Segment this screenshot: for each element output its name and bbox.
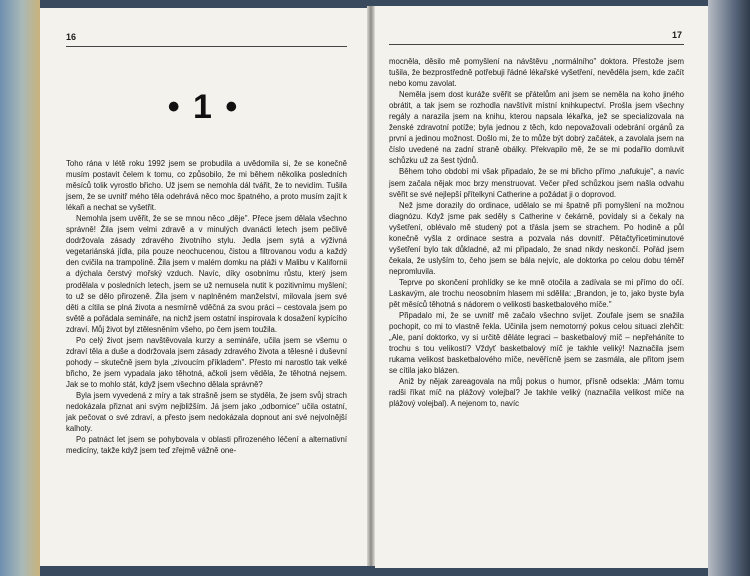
left-page [40, 8, 367, 566]
paragraph: Neměla jsem dost kuráže svěřit se přátelům ani jsem se neměla na koho jiného obrátit, a tak jsem se rozhodla navštívit místní knihkupectví. Prošla jsem všechny regály a narazila jsem na knihu, kterou napsala lékařka, jež se specializovala na ženské zdravotní potíže; byla jednou z těch, kdo nepovažovali odebrání orgánů za první a jedinou možnost. Došlo mi, že to může být dobrý začátek, a zavolala jsem na číslo uvedené na zadní straně obálky. Překvapilo mě, že se mi podařilo domluvit schůzku už za šest týdnů. [389, 90, 684, 166]
paragraph: Než jsme dorazily do ordinace, udělalo se mi špatně při pomyšlení na možnou diagnózu. Když jsme pak seděly s Catherine v čekárně, povídaly si a čekaly na vyšetření, oblévalo mě studený pot a třásla jsem se strachem. Po hodině a půl konečně vyšla z ordinace sestra a pozvala nás dovnitř. Pětačtyřicetiminutové vyšetření bylo tak důkladné, až mi připadalo, že snad nikdy neskončí. Pořád jsem čekala, že uslyším to, čeho jsem se bála nejvíc, ale doktorka po celou dobu téměř nepromluvila. [389, 200, 684, 276]
background-book-spines [4, 40, 36, 504]
paragraph: Toho rána v létě roku 1992 jsem se probudila a uvědomila si, že se konečně musím postavit čelem k tomu, co způsobilo, že mi během několika posledních měsíců tolik vyrostlo břicho. Už jsem se nemohla dál tvářit, že to nevidím. Tušila jsem, že se uvnitř mého těla odehrává něco moc špatného, a proto musím zajít k lékaři a nechat se vyšetřit. [66, 159, 347, 213]
background-edge-right [708, 0, 750, 576]
paragraph: Během toho období mi však připadalo, že se mi břicho přímo „nafukuje", a navíc jsem začala nějak moc brzy menstruovat. Večer před schůzkou jsem našla odvahu svěřit se své nejlepší přítelkyni Catherine a požádat ji o doprovod. [389, 167, 684, 199]
right-page [375, 6, 708, 568]
paragraph: Po celý život jsem navštěvovala kurzy a semináře, učila jsem se všemu o zdraví těla a duše a dodržovala jsem zásady zdravého života a tělesné i duševní pohody – skutečně jsem byla „zivoucím příkladem". Přesto mi narostlo tak velké břicho, že jsem vypadala jako těhotná, ačkoli jsem věděla, že těhotná nejsem. Jak se to mohlo stát, když jsem všechno dělala správně? [66, 335, 347, 389]
header-rule-right [389, 44, 684, 45]
chapter-number: • 1 • [167, 88, 240, 126]
right-page-body [389, 56, 684, 410]
paragraph: Aniž by nějak zareagovala na můj pokus o humor, přísně odsekla: „Mám tomu radši říkat míč na plážový volejbal? Je takhle veliký (naznačila velikost míče na plážový volejbal). A nejenom to, navíc [389, 377, 684, 409]
page-number-right: 17 [671, 30, 682, 40]
paragraph: Nemohla jsem uvěřit, že se se mnou něco „děje". Přece jsem dělala všechno správně! Žila jsem velmi zdravě a v minulých dvanácti letech jsem pečlivě dodržovala zásady zdravého životního stylu. Jedla jsem sytá a výživná vegetariánská jídla, pila pouze neochucenou, čistou a filtrovanou vodu a každý den cvičila na trampolíně. Žila jsem v malém domku na pláži v Malibu v Kalifornii a dýchala čerstvý mořský vzduch. Navíc, díky osobnímu růstu, který jsem prodělala v posledních letech, jsem se už nemusela nutit k pozitivnímu myšlení; to už se dělo přirozeně. Žila jsem v naplněném manželství, milovala jsem své děti a cítila se plná života a nesmírně vděčná za svou práci – cestovala jsem po světě a pořádala semináře, na nichž jsem ostatní inspirovala k dosažení kypícího zdraví. Můj život byl ztělesněním všeho, po čem jsem toužila. [66, 214, 347, 334]
paragraph: Připadalo mi, že se uvnitř mě začalo všechno svíjet. Zoufale jsem se snažila pochopit, co mi to vlastně řekla. Učinila jsem nemotorný pokus celou situaci zlehčit: „Ale, paní doktorko, vy si určitě děláte legraci – basketbalový míč – nepřeháníte to trochu s tou velikostí? Vždyť basketbalový míč je takhle veliký! Naznačila jsem rukama velikost basketbalového míče, nevěřícně jsem se zasmála, ale přitom jsem se cítila jako blázen. [389, 311, 684, 376]
header-rule-left [66, 46, 347, 47]
paragraph: Teprve po skončení prohlídky se ke mně otočila a zadívala se mi přímo do očí. Laskavým, ale trochu neosobním hlasem mi sdělila: „Brandon, je to, jako byste byla pět měsíců těhotná s nádorem o velikosti basketbalového míče." [389, 277, 684, 310]
background-book-strip [0, 0, 40, 576]
paragraph: Po patnáct let jsem se pohybovala v oblasti přirozeného léčení a alternativní medicíny, takže když jsem teď zřejmě vážně one- [66, 435, 347, 456]
paragraph: mocněla, děsilo mě pomyšlení na návštěvu „normálního" doktora. Přestože jsem tušila, že bezprostředně potřebuji řádné lékařské vyšetření, nevěděla jsem, kde začít nebo komu zavolat. [389, 57, 684, 89]
left-page-body [66, 158, 347, 456]
page-number-left: 16 [66, 32, 77, 42]
paragraph: Byla jsem vyvedená z míry a tak strašně jsem se styděla, že jsem svůj strach nedokázala přiznat ani svým nejbližším. Já jsem jako „odbornice" učila ostatní, jak pečovat o své zdraví, a přesto jsem nedokázala dopnout ani své nejvolnější kalhoty. [66, 390, 347, 434]
book-spine [367, 6, 375, 566]
